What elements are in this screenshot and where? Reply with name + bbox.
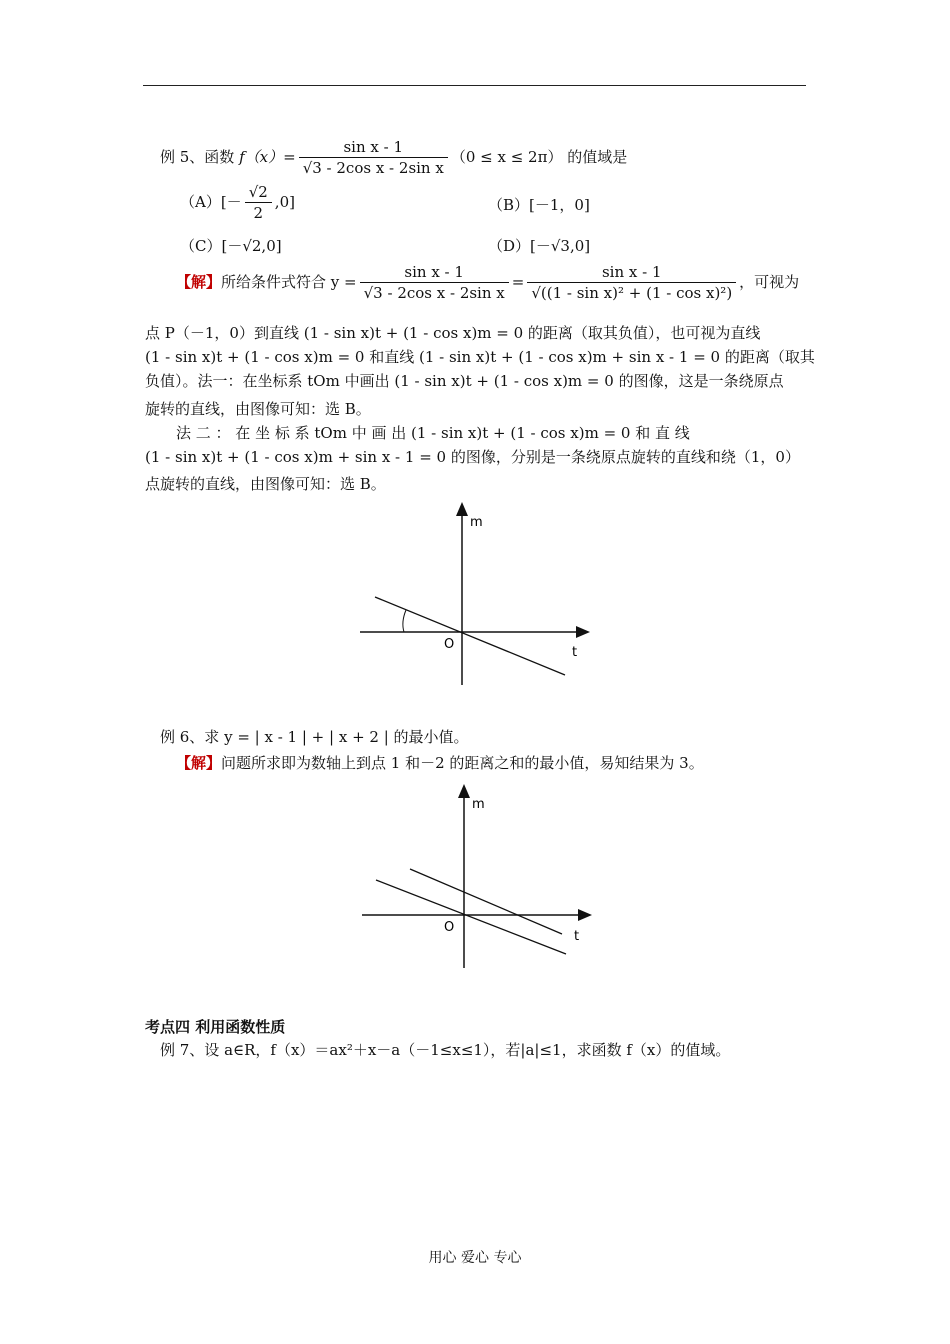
ex5-prefix: 例 5、函数 — [160, 148, 240, 166]
option-a — [180, 183, 295, 223]
graph2-t-label: t — [574, 929, 580, 944]
option-c: （C）[－√2,0] — [180, 237, 282, 255]
option-a-fraction — [245, 183, 272, 223]
option-b: （B）[－1，0] — [488, 196, 590, 214]
solution-tag: 【解】 — [176, 273, 222, 291]
graph2-origin-label: O — [444, 920, 455, 935]
option-d: （D）[－√3,0] — [488, 237, 591, 255]
graph2-t-arrow — [578, 909, 592, 921]
graph2-m-label: m — [472, 797, 485, 812]
option-a-label: （A）[－ — [180, 193, 242, 211]
ex5-numerator: sin x - 1 — [343, 138, 404, 156]
sol5-equals: = — [511, 273, 525, 291]
graph1-m-label: m — [470, 515, 483, 530]
ex5-suffix: 的值域是 — [562, 148, 628, 166]
example-7: 例 7、设 a∈R，f（x）＝ax²＋x－a（－1≤x≤1），若|a|≤1，求函数 f（x）的值域。 — [160, 1041, 731, 1059]
solution-5-line-7: (1 - sin x)t + (1 - cos x)m + sin x - 1 = 0 的图像，分别是一条绕原点旋转的直线和绕（1，0） — [145, 448, 800, 466]
option-a-den: 2 — [245, 202, 272, 223]
graph-1 — [340, 498, 600, 693]
ex5-fraction — [299, 138, 448, 178]
header-rule — [143, 85, 806, 86]
section-title: 考点四 利用函数性质 — [145, 1018, 286, 1036]
sol5-num-2: sin x - 1 — [601, 263, 662, 281]
sol5-text-1: 所给条件式符合 y = — [221, 273, 357, 291]
solution-5-line-4: 负值）。法一：在坐标系 tOm 中画出 (1 - sin x)t + (1 - cos x)m = 0 的图像，这是一条绕原点 — [145, 372, 784, 390]
graph1-m-arrow — [456, 502, 468, 516]
sol5-den-1: √3 - 2cos x - 2sin x — [360, 282, 509, 303]
sol5-fraction-2 — [527, 263, 736, 303]
example-6: 例 6、求 y = | x - 1 | + | x + 2 | 的最小值。 — [160, 728, 469, 746]
solution-5-line-3: (1 - sin x)t + (1 - cos x)m = 0 和直线 (1 - sin x)t + (1 - cos x)m + sin x - 1 = 0 的距离（取其 — [145, 348, 815, 366]
sol5-den-2: √((1 - sin x)² + (1 - cos x)²) — [527, 282, 736, 303]
option-a-num: √2 — [248, 183, 268, 201]
graph2-line-1 — [376, 880, 566, 954]
ex5-domain: （0 ≤ x ≤ 2π） — [450, 148, 563, 166]
ex5-fx: f（x）= — [239, 148, 296, 166]
graph1-t-label: t — [572, 645, 578, 660]
solution-5-line-5: 旋转的直线，由图像可知：选 B。 — [145, 400, 371, 418]
sol5-fraction-1 — [360, 263, 509, 303]
graph1-t-arrow — [576, 626, 590, 638]
solution-5-line-1 — [176, 263, 799, 303]
solution-5-line-8: 点旋转的直线，由图像可知：选 B。 — [145, 475, 386, 493]
solution-6 — [176, 753, 704, 773]
graph1-angle-arc — [403, 610, 406, 632]
graph2-m-arrow — [458, 784, 470, 798]
graph1-line — [375, 597, 565, 675]
sol5-num-1: sin x - 1 — [404, 263, 464, 281]
solution-6-text: 问题所求即为数轴上到点 1 和－2 的距离之和的最小值，易知结果为 3。 — [221, 754, 704, 772]
sol5-text-2: ，可视为 — [739, 273, 800, 291]
page-footer: 用心 爱心 专心 — [428, 1250, 522, 1266]
ex5-denominator: √3 - 2cos x - 2sin x — [299, 157, 448, 178]
option-a-end: ,0] — [274, 193, 295, 211]
solution-6-tag: 【解】 — [176, 754, 222, 772]
example-5 — [160, 138, 627, 178]
graph-2 — [340, 778, 600, 973]
solution-5-line-6: 法 二 ： 在 坐 标 系 tOm 中 画 出 (1 - sin x)t + (1 - cos x)m = 0 和 直 线 — [176, 424, 690, 442]
solution-5-line-2: 点 P（－1，0）到直线 (1 - sin x)t + (1 - cos x)m = 0 的距离（取其负值），也可视为直线 — [145, 324, 761, 342]
graph1-origin-label: O — [444, 637, 455, 652]
